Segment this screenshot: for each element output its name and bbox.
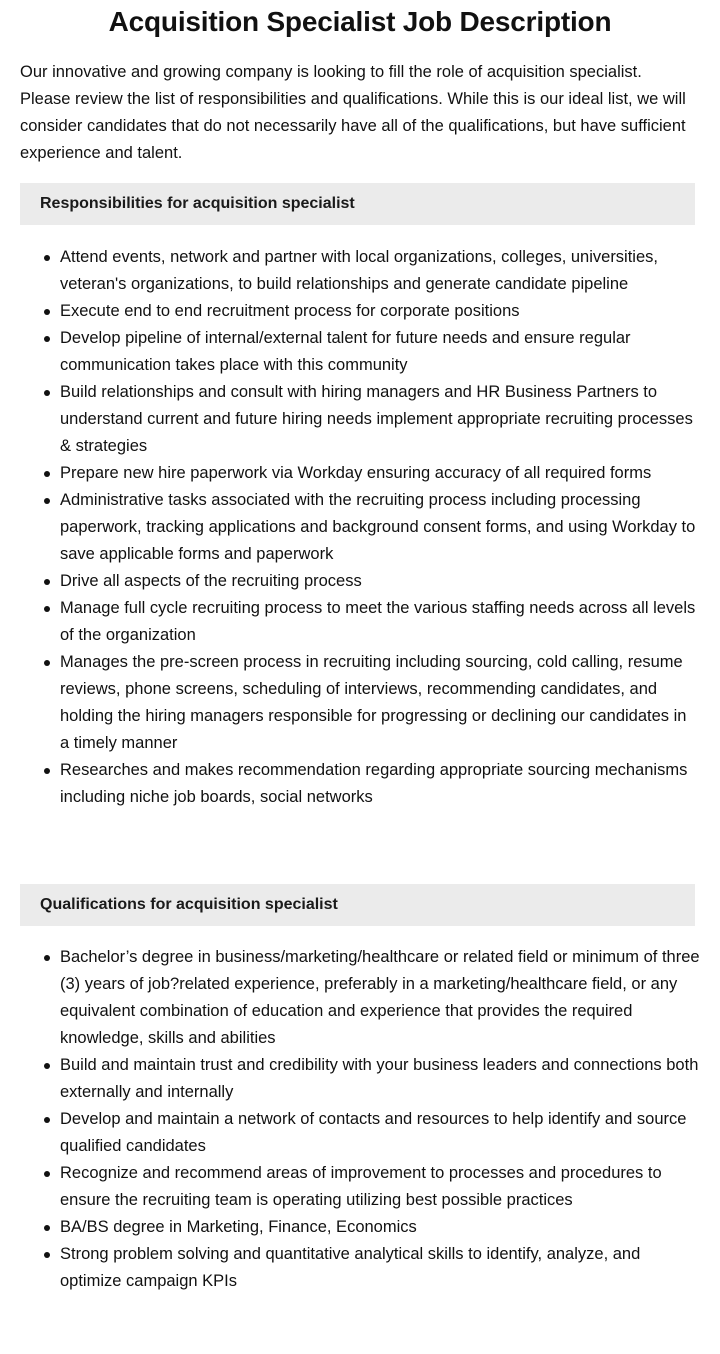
bullet-icon <box>44 390 50 396</box>
list-item <box>60 649 700 757</box>
list-item <box>60 944 700 1052</box>
list-item <box>60 1106 700 1160</box>
list-item <box>60 1214 700 1241</box>
qualifications-list <box>20 944 700 1295</box>
list-item <box>60 1160 700 1214</box>
intro-paragraph: Our innovative and growing company is looking to fill the role of acquisition specialist. Please review the list of responsibilities and qualifications. While this is our ideal list, we will consider candidates that do not necessarily have all of the qualifications, but have sufficient experience and talent. <box>20 63 686 162</box>
bullet-icon <box>44 768 50 774</box>
list-item-text: BA/BS degree in Marketing, Finance, Economics <box>60 1218 417 1236</box>
bullet-icon <box>44 1171 50 1177</box>
list-item-text: Strong problem solving and quantitative analytical skills to identify, analyze, and optimize campaign KPIs <box>60 1245 641 1290</box>
bullet-icon <box>44 336 50 342</box>
responsibilities-heading: Responsibilities for acquisition specialist <box>20 183 695 225</box>
list-item-text: Prepare new hire paperwork via Workday ensuring accuracy of all required forms <box>60 464 652 482</box>
bullet-icon <box>44 255 50 261</box>
list-item-text: Execute end to end recruitment process for corporate positions <box>60 302 520 320</box>
bullet-icon <box>44 1252 50 1258</box>
list-item-text: Administrative tasks associated with the recruiting process including processing paperwork, tracking applications and background consent forms, and using Workday to save applicable forms and paperwork <box>60 491 696 563</box>
list-item <box>60 1241 700 1295</box>
bullet-icon <box>44 660 50 666</box>
list-item <box>60 325 700 379</box>
qualifications-heading: Qualifications for acquisition specialist <box>20 884 695 926</box>
list-item-text: Manages the pre-screen process in recruiting including sourcing, cold calling, resume reviews, phone screens, scheduling of interviews, recommending candidates, and holding the hiring managers responsible for progressing or declining our candidates in a timely manner <box>60 653 687 752</box>
list-item <box>60 1052 700 1106</box>
list-item-text: Build and maintain trust and credibility with your business leaders and connections both externally and internally <box>60 1056 699 1101</box>
bullet-icon <box>44 309 50 315</box>
responsibilities-list <box>20 244 700 811</box>
list-item <box>60 298 700 325</box>
bullet-icon <box>44 606 50 612</box>
list-item <box>60 595 700 649</box>
list-item-text: Researches and makes recommendation regarding appropriate sourcing mechanisms including niche job boards, social networks <box>60 761 688 806</box>
list-item <box>60 568 700 595</box>
list-item <box>60 757 700 811</box>
list-item-text: Attend events, network and partner with local organizations, colleges, universities, veteran's organizations, to build relationships and generate candidate pipeline <box>60 248 658 293</box>
list-item-text: Build relationships and consult with hiring managers and HR Business Partners to understand current and future hiring needs implement appropriate recruiting processes & strategies <box>60 383 693 455</box>
list-item-text: Manage full cycle recruiting process to meet the various staffing needs across all levels of the organization <box>60 599 696 644</box>
list-item-text: Develop and maintain a network of contacts and resources to help identify and source qualified candidates <box>60 1110 687 1155</box>
list-item-text: Bachelor’s degree in business/marketing/healthcare or related field or minimum of three (3) years of job?related experience, preferably in a marketing/healthcare field, or any equivalent combination of education and experience that provides the required knowledge, skills and abilities <box>60 948 700 1047</box>
bullet-icon <box>44 1063 50 1069</box>
bullet-icon <box>44 1117 50 1123</box>
list-item-text: Develop pipeline of internal/external talent for future needs and ensure regular communication takes place with this community <box>60 329 631 374</box>
bullet-icon <box>44 579 50 585</box>
bullet-icon <box>44 1225 50 1231</box>
page-title: Acquisition Specialist Job Description <box>108 6 612 37</box>
bullet-icon <box>44 471 50 477</box>
list-item-text: Recognize and recommend areas of improvement to processes and procedures to ensure the recruiting team is operating utilizing best possible practices <box>60 1164 662 1209</box>
list-item-text: Drive all aspects of the recruiting process <box>60 572 362 590</box>
list-item <box>60 460 700 487</box>
list-item <box>60 379 700 460</box>
bullet-icon <box>44 955 50 961</box>
list-item <box>60 487 700 568</box>
bullet-icon <box>44 498 50 504</box>
list-item <box>60 244 700 298</box>
